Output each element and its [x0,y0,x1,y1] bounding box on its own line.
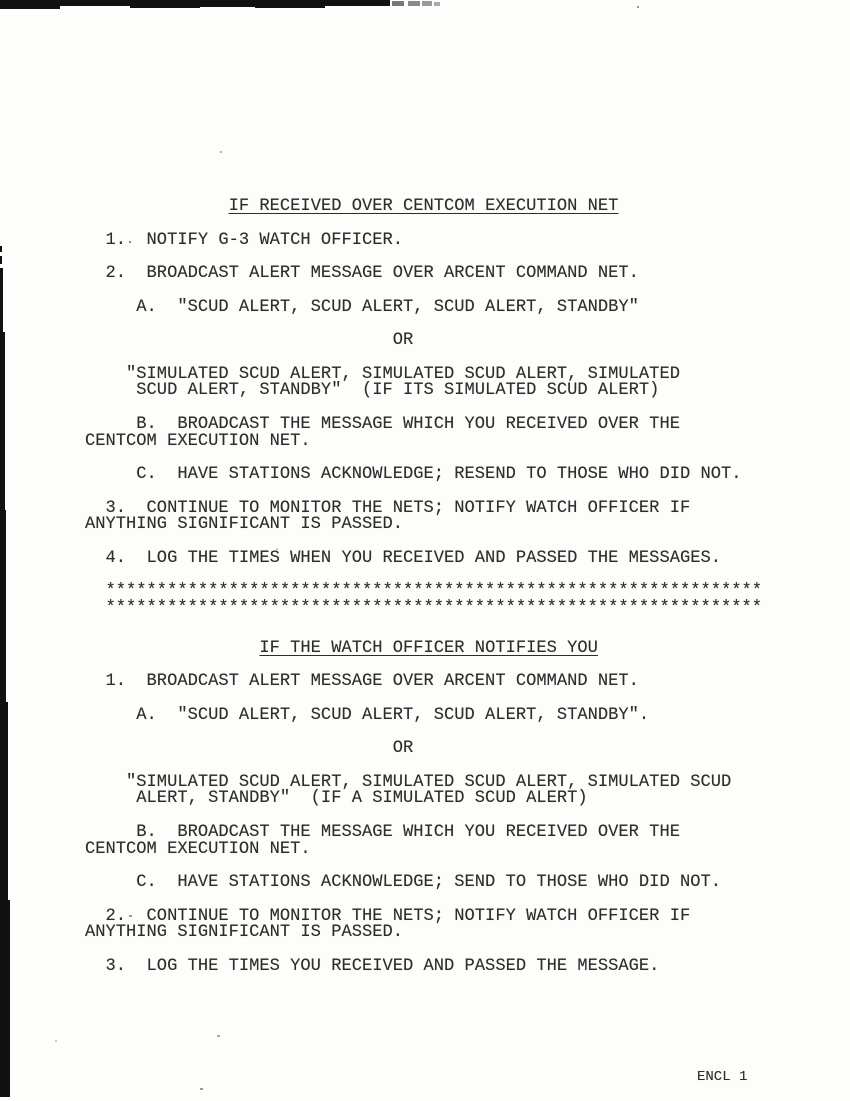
document-line: B. BROADCAST THE MESSAGE WHICH YOU RECEIVED OVER THE [85,822,680,842]
blank-line [85,691,762,708]
document-line: 4. LOG THE TIMES WHEN YOU RECEIVED AND PASSED THE MESSAGES. [85,548,721,568]
document-line: 3. CONTINUE TO MONITOR THE NETS; NOTIFY WATCH OFFICER IF [85,498,691,518]
document-line: ALERT, STANDBY" (IF A SIMULATED SCUD ALERT) [85,789,588,809]
document-line: **************************************************************** [85,582,763,602]
document-line: OR [85,331,414,350]
document-line: OR [85,739,414,758]
document-line: 1. NOTIFY G-3 WATCH OFFICER. [85,230,403,250]
document-line: CENTCOM EXECUTION NET. [85,839,311,859]
blank-line [85,892,762,909]
document-line: C. HAVE STATIONS ACKNOWLEDGE; RESEND TO THOSE WHO DID NOT. [85,465,742,484]
document-line: A. "SCUD ALERT, SCUD ALERT, SCUD ALERT, STANDBY" [85,297,639,317]
document-line: C. HAVE STATIONS ACKNOWLEDGE; SEND TO THOSE WHO DID NOT. [85,873,721,892]
blank-line [85,618,762,635]
encl-label: ENCL 1 [697,1069,748,1085]
document-line: ANYTHING SIGNIFICANT IS PASSED. [85,515,403,535]
document-line: 2. CONTINUE TO MONITOR THE NETS; NOTIFY WATCH OFFICER IF [85,906,691,926]
document-line: CENTCOM EXECUTION NET. [85,431,311,451]
section-heading [85,638,762,658]
blank-line [85,283,762,300]
document-line: B. BROADCAST THE MESSAGE WHICH YOU RECEIVED OVER THE [85,414,680,434]
section-heading-text: IF RECEIVED OVER CENTCOM EXECUTION NET [228,197,619,216]
blank-line [85,484,762,501]
document-line: 2. BROADCAST ALERT MESSAGE OVER ARCENT COMMAND NET. [85,264,639,283]
document-line: "SIMULATED SCUD ALERT, SIMULATED SCUD ALERT, SIMULATED SCUD [85,772,732,792]
section-heading-text: IF THE WATCH OFFICER NOTIFIES YOU [259,638,598,658]
document-line: ANYTHING SIGNIFICANT IS PASSED. [85,923,403,943]
blank-line [85,216,762,233]
document-line: A. "SCUD ALERT, SCUD ALERT, SCUD ALERT, STANDBY". [85,705,650,725]
document-body [85,199,762,976]
document-line: "SIMULATED SCUD ALERT, SIMULATED SCUD ALERT, SIMULATED [85,364,680,384]
blank-line [85,758,762,775]
document-line: SCUD ALERT, STANDBY" (IF ITS SIMULATED SCUD ALERT) [85,381,660,401]
blank-line [85,350,762,367]
section-heading [85,199,762,216]
document-line: 3. LOG THE TIMES YOU RECEIVED AND PASSED THE MESSAGE. [85,956,660,976]
document-line: 1. BROADCAST ALERT MESSAGE OVER ARCENT COMMAND NET. [85,672,639,691]
document-line: **************************************************************** [85,599,763,618]
